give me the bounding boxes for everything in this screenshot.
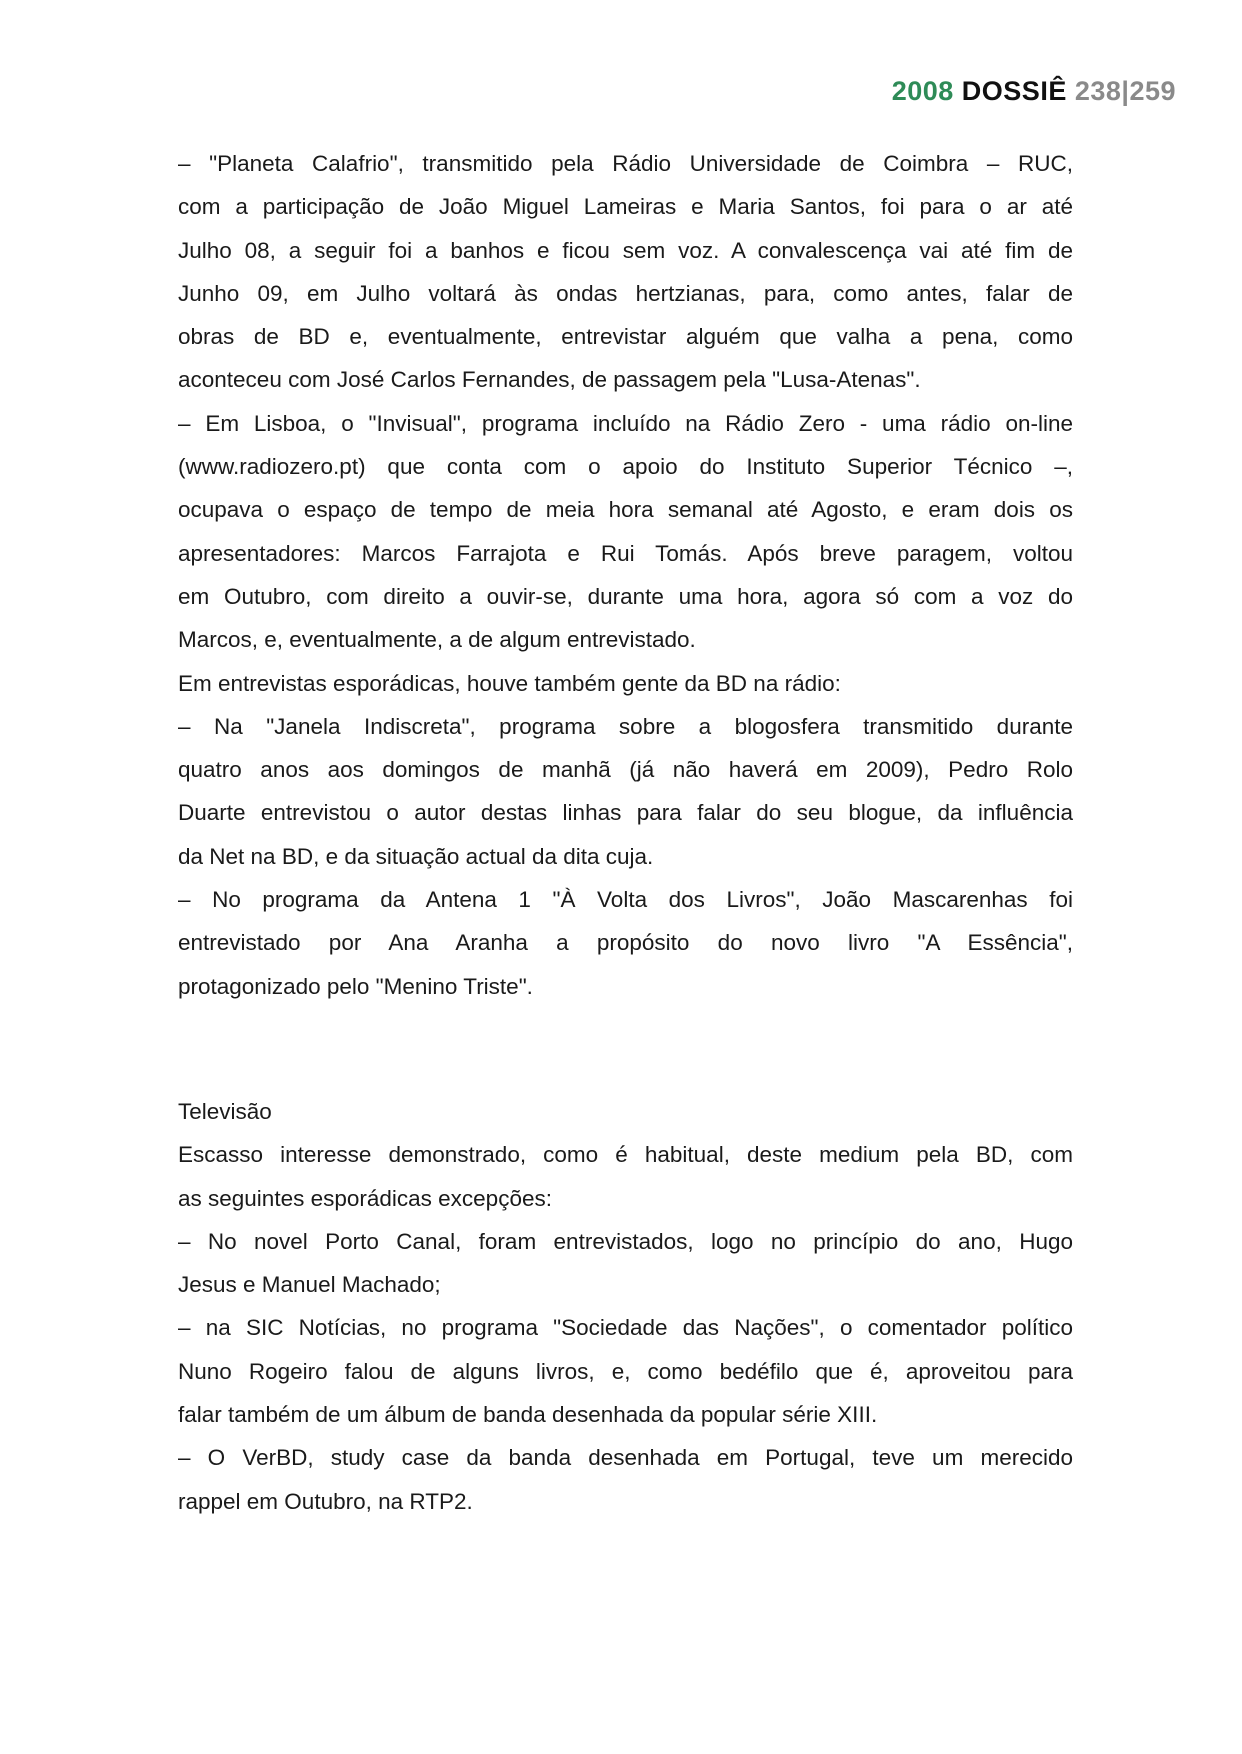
paragraph <box>178 1133 1073 1220</box>
text-line: da Net na BD, e da situação actual da dita cuja. <box>178 843 654 869</box>
page-header <box>892 76 1176 107</box>
paragraph <box>178 878 1073 1008</box>
text-line: (www.radiozero.pt) que conta com o apoio do Instituto Superior Técnico –, <box>178 454 1073 480</box>
paragraph <box>178 1090 1073 1133</box>
text-line: Julho 08, a seguir foi a banhos e ficou sem voz. A convalescença vai até fim de <box>178 237 1073 263</box>
text-line: protagonizado pelo "Menino Triste". <box>178 973 533 999</box>
text-line: – Em Lisboa, o "Invisual", programa incluído na Rádio Zero - uma rádio on-line <box>178 410 1073 436</box>
text-line: falar também de um álbum de banda desenhada da popular série XIII. <box>178 1402 878 1428</box>
text-line: em Outubro, com direito a ouvir-se, durante uma hora, agora só com a voz do <box>178 583 1073 609</box>
text-line: Junho 09, em Julho voltará às ondas hertzianas, para, como antes, falar de <box>178 280 1073 306</box>
text-line: obras de BD e, eventualmente, entrevistar alguém que valha a pena, como <box>178 324 1073 350</box>
text-line: Marcos, e, eventualmente, a de algum entrevistado. <box>178 627 696 653</box>
paragraph <box>178 142 1073 402</box>
text-line: rappel em Outubro, na RTP2. <box>178 1488 473 1514</box>
text-line: Duarte entrevistou o autor destas linhas para falar do seu blogue, da influência <box>178 800 1073 826</box>
text-line: – No programa da Antena 1 "À Volta dos Livros", João Mascarenhas foi <box>178 887 1073 913</box>
header-title: DOSSIÊ <box>961 76 1067 106</box>
text-line: – Na "Janela Indiscreta", programa sobre a blogosfera transmitido durante <box>178 713 1073 739</box>
text-line: apresentadores: Marcos Farrajota e Rui Tomás. Após breve paragem, voltou <box>178 540 1073 566</box>
paragraph <box>178 1306 1073 1436</box>
paragraph <box>178 705 1073 878</box>
text-line: – "Planeta Calafrio", transmitido pela Rádio Universidade de Coimbra – RUC, <box>178 151 1073 176</box>
text-line: aconteceu com José Carlos Fernandes, de passagem pela "Lusa-Atenas". <box>178 367 921 393</box>
radio-section <box>178 142 1073 1008</box>
text-line: – na SIC Notícias, no programa "Sociedade das Nações", o comentador político <box>178 1315 1073 1341</box>
paragraph <box>178 1220 1073 1307</box>
text-line: quatro anos aos domingos de manhã (já não haverá em 2009), Pedro Rolo <box>178 757 1073 783</box>
paragraph <box>178 662 1073 705</box>
text-line: Nuno Rogeiro falou de alguns livros, e, como bedéfilo que é, aproveitou para <box>178 1358 1073 1384</box>
text-line: as seguintes esporádicas excepções: <box>178 1185 552 1211</box>
text-line: Em entrevistas esporádicas, houve também gente da BD na rádio: <box>178 670 841 696</box>
text-line: Jesus e Manuel Machado; <box>178 1272 441 1298</box>
header-page-numbers: 238|259 <box>1074 76 1176 106</box>
text-line: Televisão <box>178 1099 272 1124</box>
text-line: entrevistado por Ana Aranha a propósito do novo livro "A Essência", <box>178 930 1073 956</box>
text-line: com a participação de João Miguel Lameiras e Maria Santos, foi para o ar até <box>178 194 1073 220</box>
text-line: ocupava o espaço de tempo de meia hora semanal até Agosto, e eram dois os <box>178 497 1073 523</box>
paragraph <box>178 1436 1073 1523</box>
text-line: – No novel Porto Canal, foram entrevistados, logo no princípio do ano, Hugo <box>178 1228 1073 1254</box>
television-section <box>178 1090 1073 1523</box>
text-line: Escasso interesse demonstrado, como é habitual, deste medium pela BD, com <box>178 1142 1073 1168</box>
paragraph <box>178 402 1073 662</box>
header-year: 2008 <box>891 76 954 106</box>
text-line: – O VerBD, study case da banda desenhada em Portugal, teve um merecido <box>178 1445 1073 1471</box>
